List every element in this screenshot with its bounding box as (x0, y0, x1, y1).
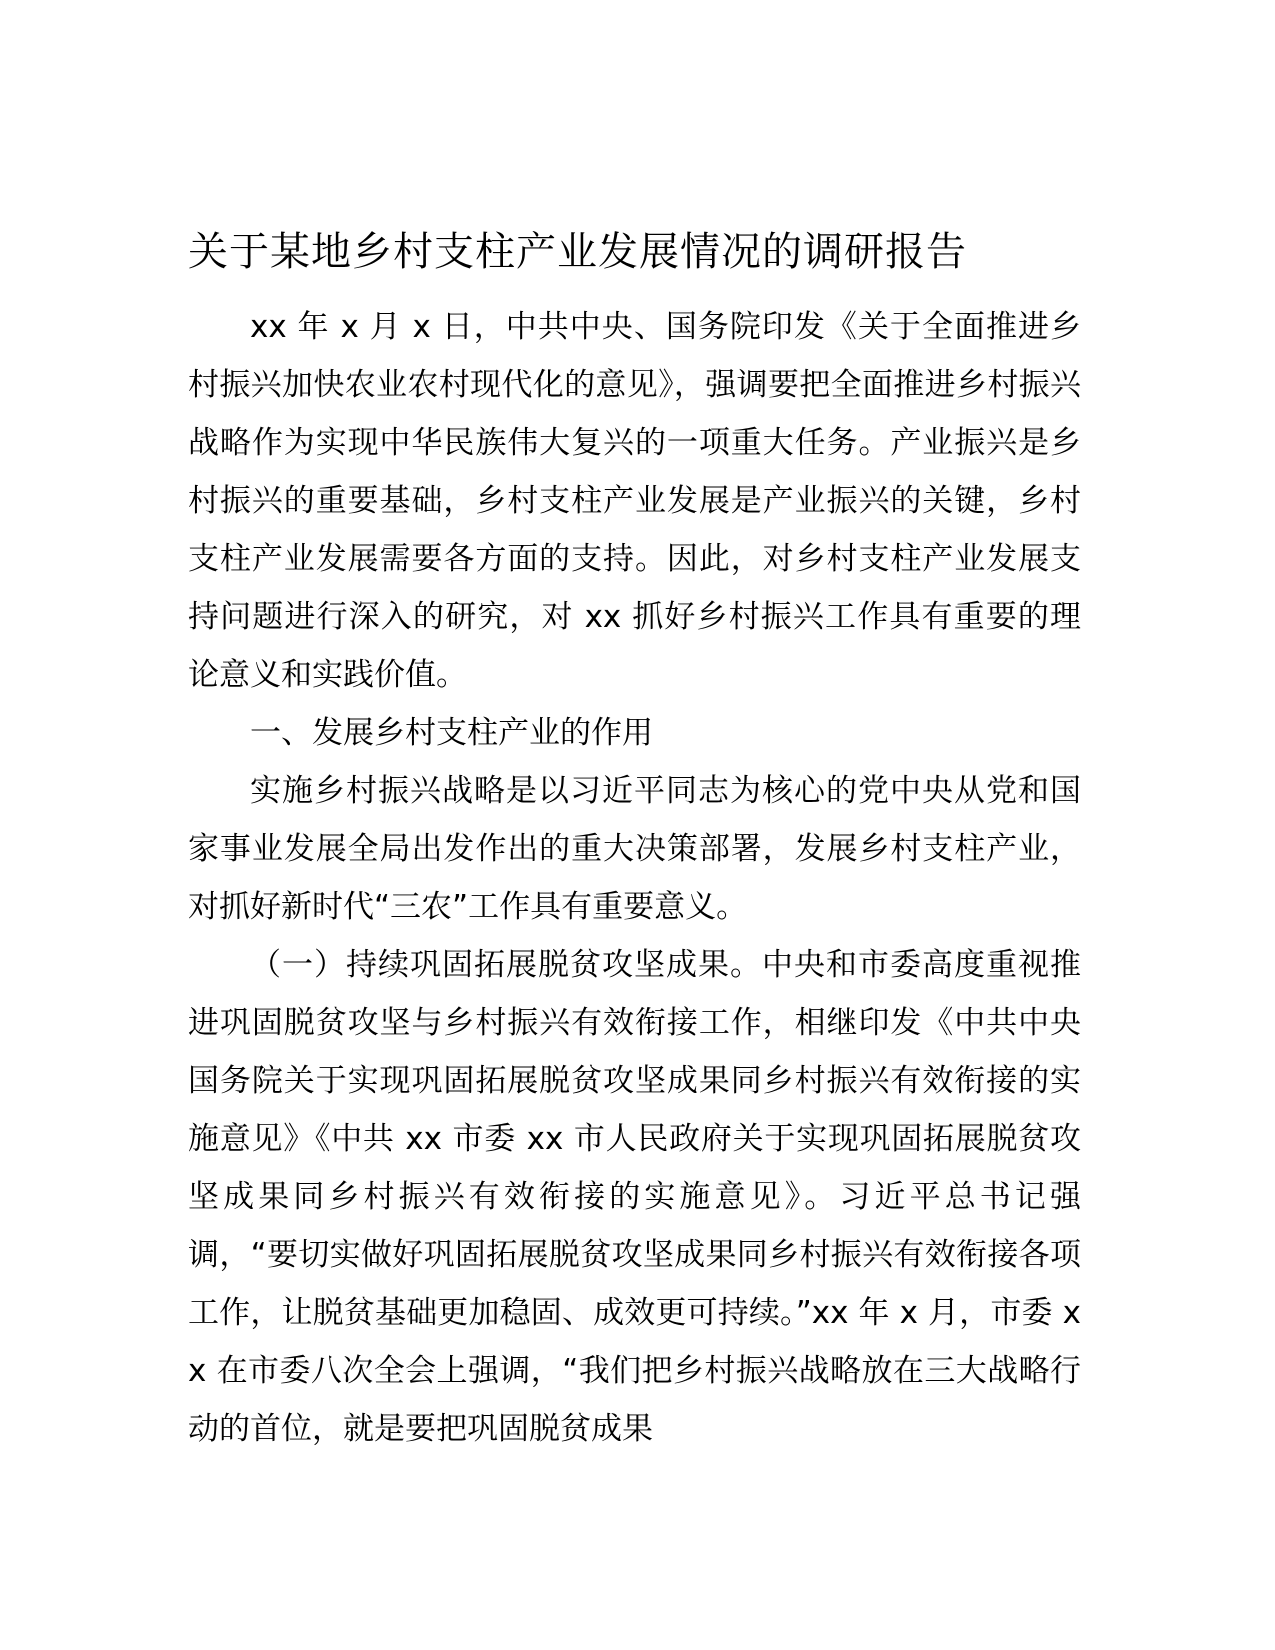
document-body (188, 298, 1081, 1458)
document-title: 关于某地乡村支柱产业发展情况的调研报告 (188, 229, 967, 275)
section-paragraph: 实施乡村振兴战略是以习近平同志为核心的党中央从党和国家事业发展全局出发作出的重大决策部署，发展乡村支柱产业，对抓好新时代“三农”工作具有重要意义。 (188, 773, 1081, 925)
section-heading: 一、发展乡村支柱产业的作用 (250, 715, 653, 751)
intro-paragraph: xx 年 x 月 x 日，中共中央、国务院印发《关于全面推进乡村振兴加快农业农村现代化的意见》，强调要把全面推进乡村振兴战略作为实现中华民族伟大复兴的一项重大任务。产业振兴是乡村振兴的重要基础，乡村支柱产业发展是产业振兴的关键，乡村支柱产业发展需要各方面的支持。因此，对乡村支柱产业发展支持问题进行深入的研究，对 xx 抓好乡村振兴工作具有重要的理论意义和实践价值。 (188, 309, 1081, 693)
subsection-paragraph: （一）持续巩固拓展脱贫攻坚成果。中央和市委高度重视推进巩固脱贫攻坚与乡村振兴有效衔接工作，相继印发《中共中央国务院关于实现巩固拓展脱贫攻坚成果同乡村振兴有效衔接的实施意见》《中共 xx 市委 xx 市人民政府关于实现巩固拓展脱贫攻坚成果同乡村振兴有效衔接的实施意见》。习近平总书记强调，“要切实做好巩固拓展脱贫攻坚成果同乡村振兴有效衔接各项工作，让脱贫基础更加稳固、成效更可持续。”xx 年 x 月，市委 xx 在市委八次全会上强调，“我们把乡村振兴战略放在三大战略行动的首位，就是要把巩固脱贫成果 (188, 947, 1081, 1447)
